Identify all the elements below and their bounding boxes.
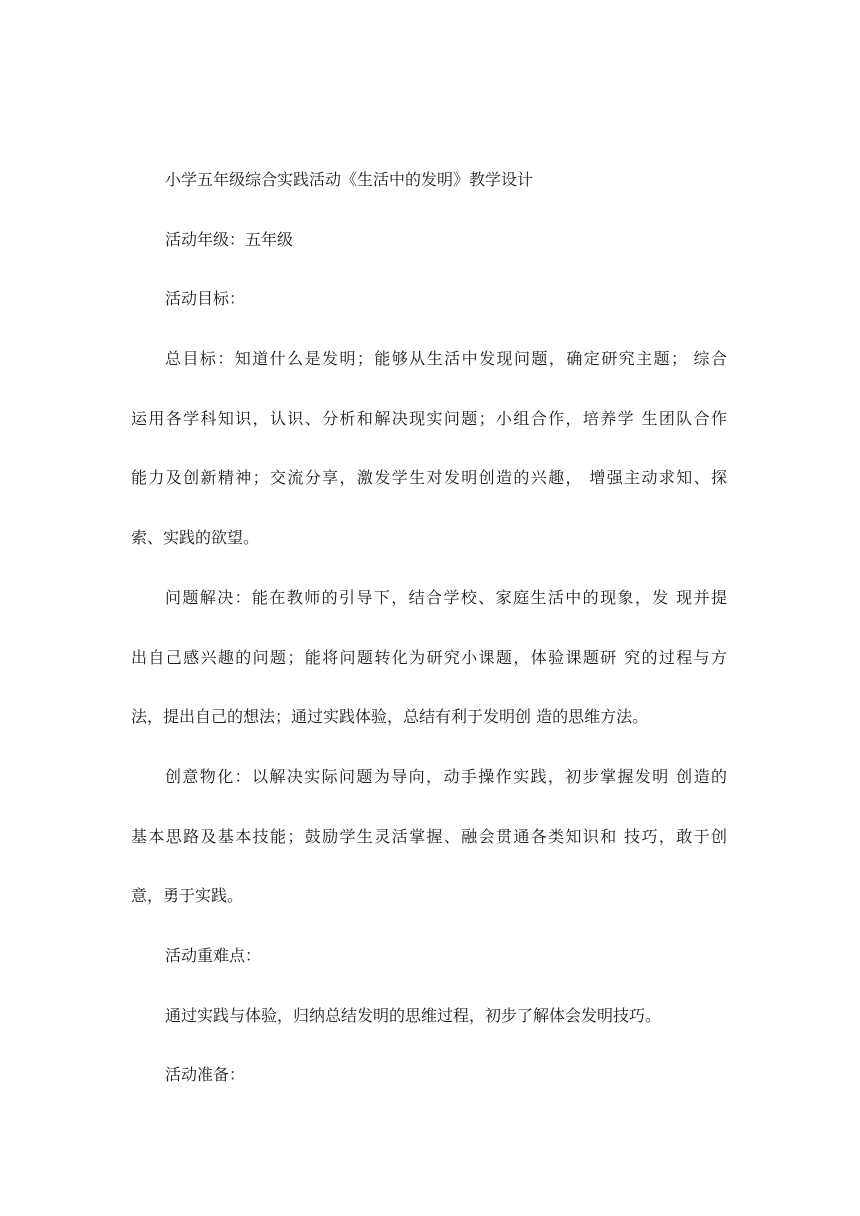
problem-solving-line: 法，提出自己的想法；通过实践体验，总结有利于发明创 造的思维方法。 bbox=[131, 707, 649, 727]
activity-grade-line: 活动年级：五年级 bbox=[165, 229, 294, 249]
activity-preparation-heading: 活动准备： bbox=[165, 1065, 246, 1085]
goal-paragraph-line: 运用各学科知识，认识、分析和解决现实问题；小组合作，培养学 生团队合作 bbox=[131, 408, 727, 428]
document-title: 小学五年级综合实践活动《生活中的发明》教学设计 bbox=[165, 170, 534, 189]
document-body bbox=[131, 164, 727, 1119]
creative-materialization-line: 创意物化：以解决实际问题为导向，动手操作实践，初步掌握发明 创造的 bbox=[165, 766, 727, 786]
key-difficulties-heading: 活动重难点： bbox=[165, 945, 262, 965]
goal-paragraph-line: 能力及创新精神；交流分享，激发学生对发明创造的兴趣， 增强主动求知、探 bbox=[131, 468, 727, 488]
creative-materialization-line: 意，勇于实践。 bbox=[131, 886, 244, 906]
creative-materialization-line: 基本思路及基本技能；鼓励学生灵活掌握、融会贯通各类知识和 技巧，敢于创 bbox=[131, 826, 727, 846]
key-difficulties-text: 通过实践与体验，归纳总结发明的思维过程，初步了解体会发明技巧。 bbox=[165, 1005, 662, 1025]
goal-paragraph-line: 总目标：知道什么是发明；能够从生活中发现问题，确定研究主题； 综合 bbox=[165, 349, 727, 369]
goal-paragraph-line: 索、实践的欲望。 bbox=[131, 528, 260, 548]
activity-goals-heading: 活动目标： bbox=[165, 289, 246, 309]
problem-solving-line: 问题解决：能在教师的引导下，结合学校、家庭生活中的现象，发 现并提 bbox=[165, 587, 727, 607]
problem-solving-line: 出自己感兴趣的问题；能将问题转化为研究小课题，体验课题研 究的过程与方 bbox=[131, 647, 727, 667]
